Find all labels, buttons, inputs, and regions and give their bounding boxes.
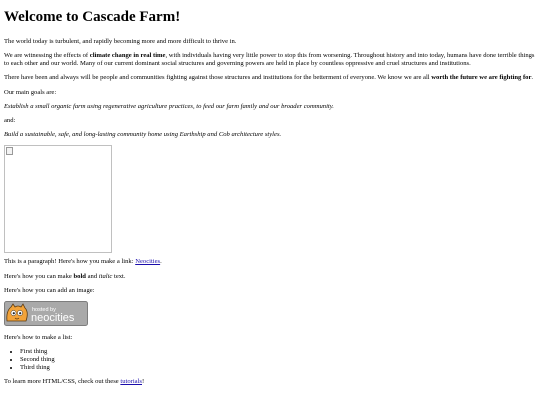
list-paragraph: Here's how to make a list: bbox=[4, 333, 73, 341]
goal-2 bbox=[4, 131, 536, 139]
italic-word: italic bbox=[98, 272, 113, 280]
bold-text-end: text. bbox=[112, 272, 126, 280]
future-paragraph bbox=[4, 74, 536, 82]
goal-2-text: Build a sustainable, safe, and long-lasting community home using Earthship and Cob architecture styles. bbox=[4, 131, 282, 139]
image-paragraph: Here's how you can add an image: bbox=[4, 286, 95, 294]
bold-word: bold bbox=[73, 272, 86, 280]
future-text-end: . bbox=[531, 74, 534, 82]
learn-text-end: ! bbox=[142, 378, 145, 386]
link-text-start: This is a paragraph! Here's how you make a link: bbox=[4, 258, 136, 266]
badge-small-text: hosted by bbox=[32, 306, 56, 313]
learn-text-start: To learn more HTML/CSS, check out these bbox=[4, 378, 121, 386]
link-paragraph bbox=[4, 258, 536, 266]
future-text-start: There have been and always will be people and communities fighting against those structures and institutions for the betterment of everyone. We know we are all bbox=[4, 74, 432, 82]
badge-big-text: neocities bbox=[31, 311, 75, 324]
learn-paragraph bbox=[4, 378, 536, 386]
list-item: • First thing bbox=[20, 348, 536, 356]
climate-paragraph bbox=[4, 52, 536, 68]
goals-heading: Our main goals are: bbox=[4, 88, 57, 96]
tutorials-link[interactable]: tutorials bbox=[120, 378, 142, 386]
example-list bbox=[4, 348, 536, 372]
neocities-badge[interactable] bbox=[4, 301, 88, 326]
bold-italic-paragraph bbox=[4, 273, 536, 281]
goal-1 bbox=[4, 103, 536, 111]
goal-1-text: Establish a small organic farm using regenerative agriculture practices, to feed our farm family and our broader community. bbox=[4, 102, 334, 110]
broken-image bbox=[4, 145, 112, 253]
climate-text-end: , with individuals having very little power to stop this from worsening. Throughout history and into today, humans have done terrible things to each other and our world. Many of our current dominant social structures and governing powers are held in place by countless oppressive and cruel structures and institutions. bbox=[4, 52, 535, 68]
page-title: Welcome to Cascade Farm! bbox=[4, 9, 181, 25]
bold-text-mid: and bbox=[85, 272, 99, 280]
bold-text-start: Here's how you can make bbox=[4, 272, 74, 280]
link-text-end: . bbox=[160, 258, 162, 266]
broken-image-icon bbox=[6, 147, 13, 155]
climate-text-start: We are witnessing the effects of bbox=[4, 52, 90, 60]
climate-bold: climate change in real time bbox=[89, 52, 166, 60]
future-bold: worth the future we are fighting for bbox=[431, 74, 532, 82]
intro-paragraph: The world today is turbulent, and rapidly becoming more and more difficult to thrive in. bbox=[4, 38, 237, 45]
list-item: • Third thing bbox=[20, 364, 536, 372]
neocities-link[interactable]: Neocities bbox=[135, 258, 161, 266]
list-item: • Second thing bbox=[20, 356, 536, 364]
and-text: and: bbox=[4, 116, 16, 124]
